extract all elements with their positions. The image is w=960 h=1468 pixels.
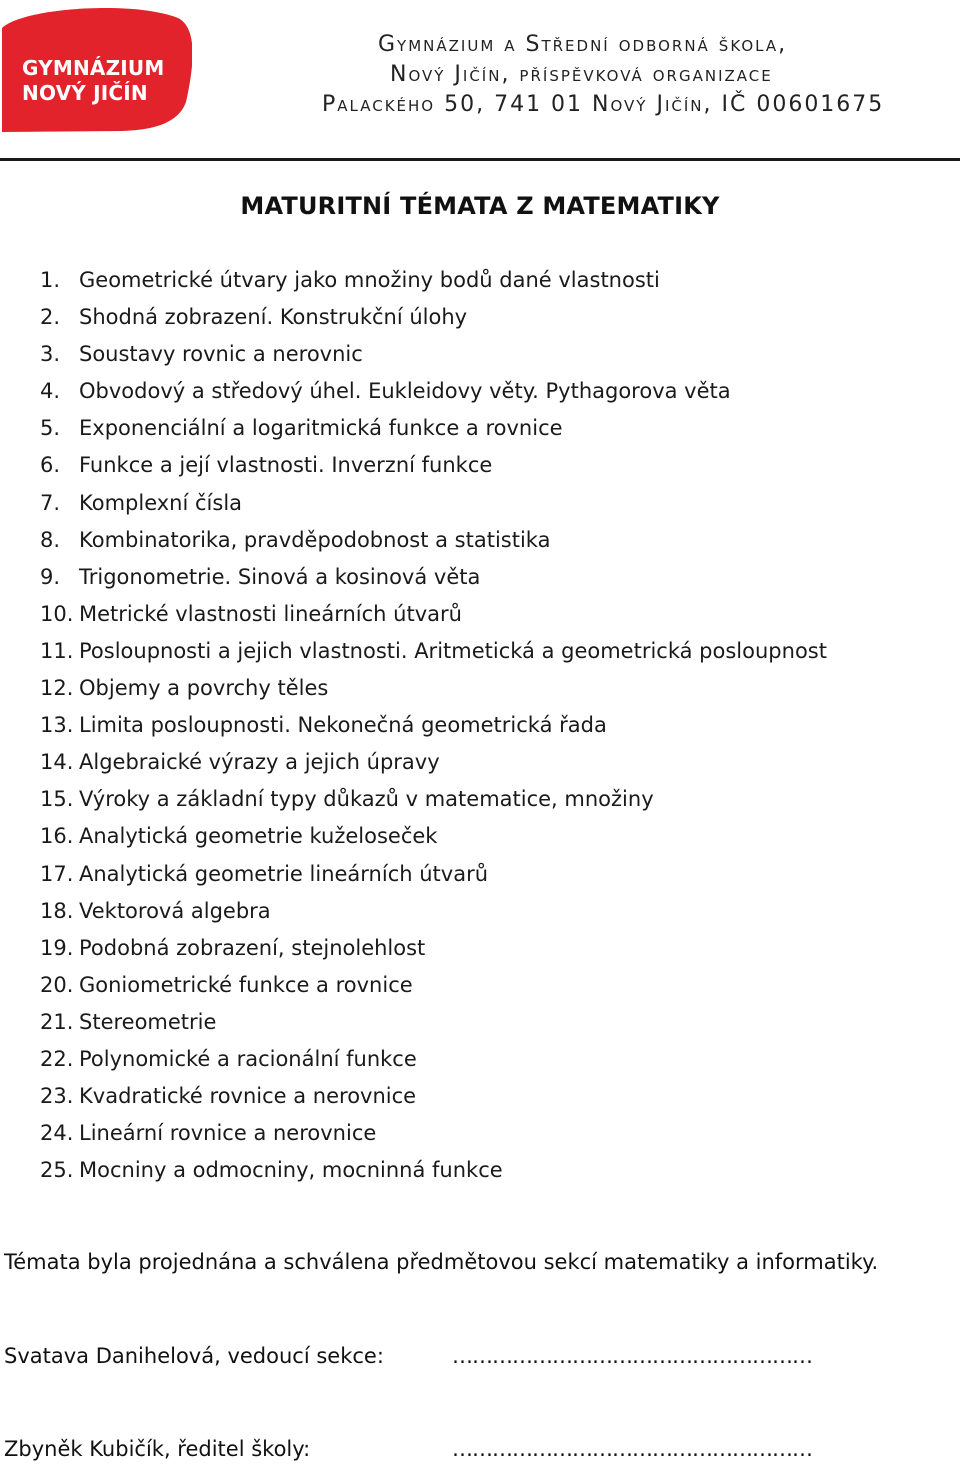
topic-text: Polynomické a racionální funkce: [79, 1046, 417, 1071]
topic-text: Trigonometrie. Sinová a kosinová věta: [79, 564, 481, 589]
topic-number: 11.: [40, 638, 74, 663]
topic-number: 22.: [40, 1046, 74, 1071]
topic-number: 18.: [40, 898, 74, 923]
topic-number: 17.: [40, 861, 74, 886]
topic-number: 10.: [40, 601, 74, 626]
logo-text-line-2: NOVÝ JIČÍN: [22, 81, 148, 105]
topic-text: Goniometrické funkce a rovnice: [79, 972, 413, 997]
topic-number: 4.: [40, 379, 61, 404]
topic-item: [40, 300, 827, 337]
topic-item: [40, 1042, 827, 1079]
topic-item: [40, 411, 827, 448]
topic-text: Vektorová algebra: [79, 898, 271, 923]
topic-text: Exponenciální a logaritmická funkce a rovnice: [79, 416, 563, 441]
topic-item: [40, 1116, 827, 1153]
topic-text: Kombinatorika, pravděpodobnost a statistika: [79, 527, 551, 552]
topic-item: [40, 374, 827, 411]
topic-text: Mocniny a odmocniny, mocninná funkce: [79, 1158, 503, 1183]
topic-number: 8.: [40, 527, 61, 552]
topic-item: [40, 486, 827, 523]
logo-text-line-1: GYMNÁZIUM: [22, 56, 165, 80]
school-name-line: Gymnázium a Střední odborná škola,: [378, 32, 788, 57]
topic-text: Limita posloupnosti. Nekonečná geometrická řada: [79, 713, 607, 738]
topic-number: 24.: [40, 1121, 74, 1146]
topic-text: Analytická geometrie kuželoseček: [79, 824, 438, 849]
topic-text: Lineární rovnice a nerovnice: [79, 1121, 377, 1146]
topic-item: [40, 523, 827, 560]
topic-text: Soustavy rovnic a nerovnic: [79, 342, 363, 367]
topic-list: [40, 263, 827, 1190]
school-logo: [2, 6, 192, 132]
topic-number: 5.: [40, 416, 61, 441]
topic-item: [40, 337, 827, 374]
topic-number: 16.: [40, 824, 74, 849]
topic-item: [40, 597, 827, 634]
topic-item: [40, 782, 827, 819]
topic-text: Kvadratické rovnice a nerovnice: [79, 1084, 417, 1109]
topic-text: Algebraické výrazy a jejich úpravy: [79, 750, 440, 775]
topic-item: [40, 1153, 827, 1190]
signature-line: ………………………………………………: [452, 1437, 812, 1461]
signature-label: Zbyněk Kubičík, ředitel školy:: [4, 1437, 311, 1461]
topic-text: Funkce a její vlastnosti. Inverzní funkce: [79, 453, 493, 478]
topic-item: [40, 894, 827, 931]
topic-number: 21.: [40, 1009, 74, 1034]
topic-text: Posloupnosti a jejich vlastnosti. Aritmetická a geometrická posloupnost: [79, 638, 827, 663]
school-address-line: Palackého 50, 741 01 Nový Jičín, IČ 00601675: [322, 92, 885, 117]
topic-text: Stereometrie: [79, 1009, 217, 1034]
topic-number: 3.: [40, 342, 61, 367]
topic-number: 19.: [40, 935, 74, 960]
topic-text: Obvodový a středový úhel. Eukleidovy věty. Pythagorova věta: [79, 379, 731, 404]
page-title: MATURITNÍ TÉMATA Z MATEMATIKY: [240, 192, 720, 220]
topic-item: [40, 819, 827, 856]
topic-number: 6.: [40, 453, 61, 478]
topic-item: [40, 671, 827, 708]
topic-number: 14.: [40, 750, 74, 775]
topic-number: 9.: [40, 564, 61, 589]
topic-number: 7.: [40, 490, 61, 515]
header-divider: [0, 158, 960, 161]
school-address-block: [322, 30, 942, 120]
topic-text: Komplexní čísla: [79, 490, 243, 515]
topic-text: Podobná zobrazení, stejnolehlost: [79, 935, 426, 960]
topic-text: Geometrické útvary jako množiny bodů dané vlastnosti: [79, 268, 660, 292]
topic-item: [40, 708, 827, 745]
topic-number: 1.: [40, 268, 61, 292]
topic-text: Analytická geometrie lineárních útvarů: [79, 861, 489, 886]
topic-item: [40, 745, 827, 782]
topic-item: [40, 968, 827, 1005]
topic-item: [40, 448, 827, 485]
topic-item: [40, 560, 827, 597]
topic-item: [40, 1005, 827, 1042]
topic-text: Shodná zobrazení. Konstrukční úlohy: [79, 305, 468, 330]
topic-item: [40, 857, 827, 894]
topic-item: [40, 263, 827, 300]
topic-number: 2.: [40, 305, 61, 330]
topic-text: Objemy a povrchy těles: [79, 676, 329, 701]
topic-item: [40, 634, 827, 671]
topic-number: 20.: [40, 972, 74, 997]
topic-text: Metrické vlastnosti lineárních útvarů: [79, 601, 462, 626]
topic-number: 15.: [40, 787, 74, 812]
topic-number: 25.: [40, 1158, 74, 1183]
school-type-line: Nový Jičín, příspěvková organizace: [390, 62, 773, 87]
topic-text: Výroky a základní typy důkazů v matematice, množiny: [79, 787, 654, 812]
signature-line: ………………………………………………: [452, 1344, 812, 1368]
signature-label: Svatava Danihelová, vedoucí sekce:: [4, 1344, 384, 1368]
topic-number: 12.: [40, 676, 74, 701]
approval-statement: Témata byla projednána a schválena předmětovou sekcí matematiky a informatiky.: [4, 1250, 879, 1274]
topic-item: [40, 931, 827, 968]
topic-number: 13.: [40, 713, 74, 738]
topic-number: 23.: [40, 1084, 74, 1109]
topic-item: [40, 1079, 827, 1116]
